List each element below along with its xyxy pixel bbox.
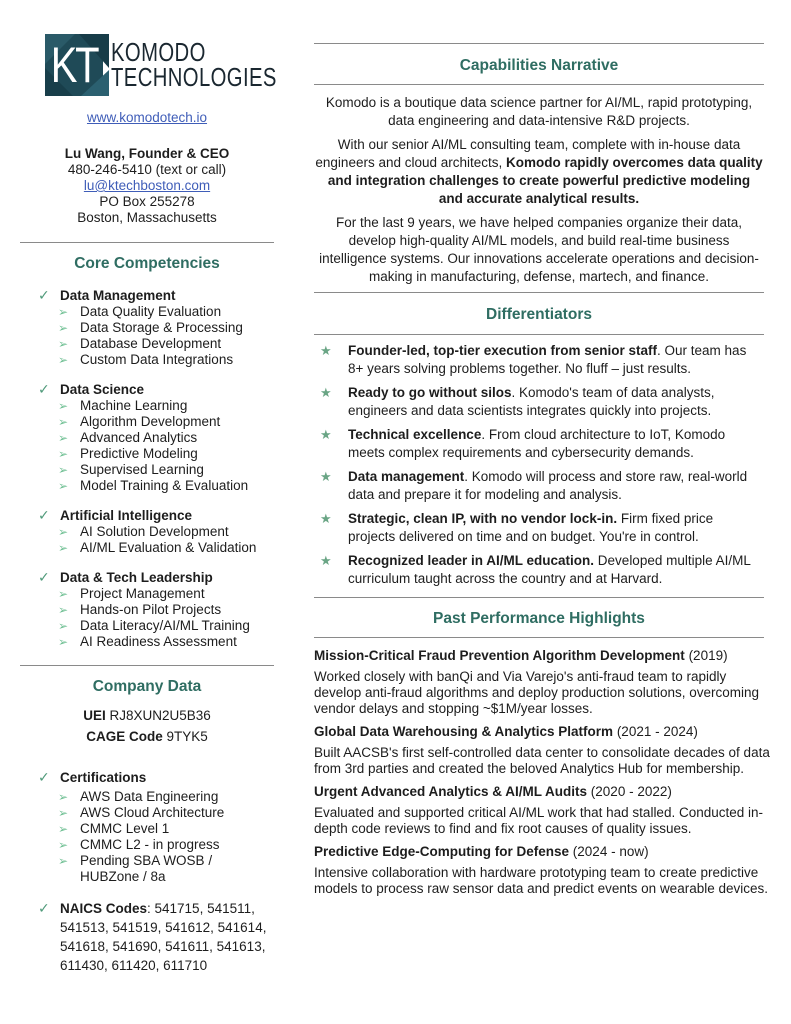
differentiator-bold: Recognized leader in AI/ML education. <box>348 553 595 568</box>
competency-item: Database Development <box>80 336 222 351</box>
core-competencies-title: Core Competencies <box>74 255 220 272</box>
differentiator-bold: Ready to go without silos <box>348 385 512 400</box>
competency-item: Hands-on Pilot Projects <box>80 602 222 617</box>
check-icon: ✓ <box>38 507 50 523</box>
arrow-right-icon: ➢ <box>58 321 69 335</box>
arrow-right-icon: ➢ <box>58 399 69 413</box>
naics-codes <box>20 899 274 975</box>
contact-email-link[interactable]: lu@ktechboston.com <box>83 178 211 193</box>
capabilities-paragraph <box>314 136 764 208</box>
differentiator-item <box>314 342 764 378</box>
contact-po-box: PO Box 255278 <box>99 194 195 209</box>
performance-item-title: Global Data Warehousing & Analytics Platform <box>314 724 614 739</box>
competency-item: AI Solution Development <box>80 524 229 539</box>
performance-item-body: Built AACSB's first self-controlled data center to consolidate decades of data from 3rd parties and created the beloved Analytics Hub for membership. <box>314 745 770 776</box>
check-icon: ✓ <box>38 287 50 303</box>
left-column <box>20 34 277 975</box>
competency-item: Data Literacy/AI/ML Training <box>80 618 250 633</box>
competency-item: Model Training & Evaluation <box>80 478 249 493</box>
competency-group <box>20 507 274 556</box>
uei-label: UEI <box>83 708 106 723</box>
differentiator-text: Firm fixed price projects delivered on time and on budget. You're in control. <box>348 511 714 544</box>
website-link[interactable]: www.komodotech.io <box>86 110 208 125</box>
competency-item: Project Management <box>80 586 205 601</box>
arrow-right-icon: ➢ <box>58 541 69 555</box>
arrow-right-icon: ➢ <box>58 619 69 633</box>
differentiator-text: . From cloud architecture to IoT, Komodo meets complex requirements and cybersecurity demands. <box>348 427 726 460</box>
arrow-right-icon: ➢ <box>58 447 69 461</box>
arrow-right-icon: ➢ <box>58 415 69 429</box>
arrow-right-icon: ➢ <box>58 463 69 477</box>
check-icon: ✓ <box>38 381 50 397</box>
competency-item: Machine Learning <box>80 398 188 413</box>
differentiator-bold: Technical excellence <box>348 427 482 442</box>
naics-line: : 541715, 541511, <box>147 901 255 916</box>
divider <box>314 597 764 598</box>
divider <box>314 637 764 638</box>
arrow-right-icon: ➢ <box>58 790 69 804</box>
right-column <box>314 43 770 903</box>
company-logo <box>45 34 277 96</box>
cert-item: Pending SBA WOSB / <box>80 853 213 868</box>
arrow-right-icon: ➢ <box>58 337 69 351</box>
uei-line <box>20 708 274 723</box>
contact-phone: 480-246-5410 (text or call) <box>67 162 227 177</box>
performance-item-years: (2019) <box>684 648 728 663</box>
competency-item: Advanced Analytics <box>80 430 198 445</box>
arrow-right-icon: ➢ <box>58 305 69 319</box>
arrow-right-icon: ➢ <box>58 822 69 836</box>
arrow-right-icon: ➢ <box>58 525 69 539</box>
cert-item: HUBZone / 8a <box>80 869 166 884</box>
competency-item: AI/ML Evaluation & Validation <box>80 540 257 555</box>
competency-group <box>20 287 274 368</box>
cert-item: AWS Data Engineering <box>80 789 219 804</box>
cert-item: AWS Cloud Architecture <box>80 805 225 820</box>
cage-label: CAGE Code <box>86 729 163 744</box>
performance-item-body: Evaluated and supported critical AI/ML work that had stalled. Conducted in-depth code reviews to find and fix root causes of quality issues. <box>314 805 764 836</box>
star-icon: ★ <box>320 343 332 358</box>
arrow-right-icon: ➢ <box>58 635 69 649</box>
differentiator-item <box>314 426 764 462</box>
differentiator-item <box>314 552 764 588</box>
competency-group <box>20 569 274 650</box>
certifications-label: Certifications <box>60 770 147 785</box>
performance-item-title: Predictive Edge-Computing for Defense <box>314 844 570 859</box>
naics-line: 541618, 541690, 541611, 541613, <box>60 939 266 954</box>
competency-item: Data Quality Evaluation <box>80 304 222 319</box>
competency-group <box>20 381 274 494</box>
divider <box>314 292 764 293</box>
capabilities-text: With our senior AI/ML consulting team, complete with in-house data engineers and cloud architects, <box>315 137 741 170</box>
performance-item-body: Worked closely with banQi and Via Varejo's anti-fraud team to rapidly develop anti-fraud algorithms and deploy production solutions, overcoming vendor delays and stopping ~$1M/year losses. <box>314 669 760 716</box>
competency-item: AI Readiness Assessment <box>80 634 237 649</box>
competency-item: Supervised Learning <box>80 462 204 477</box>
logo-wordmark <box>110 37 277 92</box>
differentiator-bold: Founder-led, top-tier execution from senior staff <box>348 343 658 358</box>
logo-mark-text: KT <box>50 37 98 93</box>
differentiator-text: . Our team has 8+ years solving problems together. No fluff – just results. <box>348 343 747 376</box>
performance-item <box>314 783 772 837</box>
competency-item: Algorithm Development <box>80 414 221 429</box>
differentiator-text: . Komodo will process and store raw, real-world data and prepare it for modeling and analysis. <box>348 469 748 502</box>
capabilities-paragraph: Komodo is a boutique data science partner for AI/ML, rapid prototyping, data engineering and data-intensive R&D projects. <box>325 95 753 128</box>
logo-line-2: TECHNOLOGIES <box>110 62 277 92</box>
differentiator-bold: Data management <box>348 469 465 484</box>
arrow-right-icon: ➢ <box>58 806 69 820</box>
contact-block <box>20 146 274 226</box>
performance-item-body: Intensive collaboration with hardware prototyping team to create predictive models to process raw sensor data and predict events on wearable devices. <box>314 865 768 896</box>
performance-title: Past Performance Highlights <box>433 610 645 627</box>
competency-item: Predictive Modeling <box>80 446 198 461</box>
check-icon: ✓ <box>38 900 50 916</box>
check-icon: ✓ <box>38 569 50 585</box>
logo-mark <box>45 34 103 96</box>
performance-item <box>314 723 772 777</box>
competency-category: Data Management <box>60 288 176 303</box>
divider <box>314 43 764 44</box>
contact-city: Boston, Massachusetts <box>77 210 217 225</box>
contact-name: Lu Wang, Founder & CEO <box>64 146 230 161</box>
performance-item-years: (2021 - 2024) <box>613 724 698 739</box>
arrow-right-icon: ➢ <box>58 479 69 493</box>
competency-list <box>20 287 274 650</box>
divider <box>20 665 274 666</box>
divider <box>314 334 764 335</box>
check-icon: ✓ <box>38 769 50 785</box>
certifications <box>20 769 274 885</box>
performance-item-title: Mission-Critical Fraud Prevention Algorithm Development <box>314 648 685 663</box>
logo-line-1: KOMODO <box>110 37 206 67</box>
company-data-title: Company Data <box>92 678 202 695</box>
competency-category: Data & Tech Leadership <box>60 570 213 585</box>
cage-value: 9TYK5 <box>166 729 208 744</box>
star-icon: ★ <box>320 427 332 442</box>
capabilities-title: Capabilities Narrative <box>459 57 619 74</box>
capabilities-paragraph: For the last 9 years, we have helped companies organize their data, develop high-quality AI/ML models, and build real-time business intelligence systems. Our innovations accelerate operations and decision-making in manufacturing, defense, martech, and finance. <box>319 215 759 284</box>
arrow-right-icon: ➢ <box>58 603 69 617</box>
performance-list <box>314 647 772 897</box>
star-icon: ★ <box>320 553 332 568</box>
arrow-right-icon: ➢ <box>58 854 69 868</box>
performance-item <box>314 843 772 897</box>
divider <box>20 242 274 243</box>
competency-category: Artificial Intelligence <box>60 508 193 523</box>
uei-value: RJ8XUN2U5B36 <box>109 708 211 723</box>
naics-line: 541513, 541519, 541612, 541614, <box>60 920 267 935</box>
differentiators-title: Differentiators <box>486 306 592 323</box>
arrow-right-icon: ➢ <box>58 838 69 852</box>
star-icon: ★ <box>320 469 332 484</box>
competency-item: Data Storage & Processing <box>80 320 243 335</box>
performance-item-years: (2020 - 2022) <box>587 784 672 799</box>
divider <box>314 84 764 85</box>
arrow-right-icon: ➢ <box>58 431 69 445</box>
naics-line: 611430, 611420, 611710 <box>60 958 208 973</box>
competency-item: Custom Data Integrations <box>80 352 234 367</box>
performance-item-title: Urgent Advanced Analytics & AI/ML Audits <box>314 784 588 799</box>
performance-item <box>314 647 772 717</box>
star-icon: ★ <box>320 511 332 526</box>
capabilities-bold: Komodo rapidly overcomes data quality and integration challenges to create powerful predictive modeling and accurate analytical results. <box>327 155 763 206</box>
cage-line <box>20 729 274 744</box>
star-icon: ★ <box>320 385 332 400</box>
differentiator-text: . Komodo's team of data analysts, engineers and data scientists integrates quickly into projects. <box>348 385 715 418</box>
differentiator-bold: Strategic, clean IP, with no vendor lock-in. <box>348 511 618 526</box>
competency-category: Data Science <box>60 382 145 397</box>
differentiator-list <box>314 342 764 588</box>
naics-label: NAICS Codes <box>60 901 148 916</box>
differentiator-item <box>314 384 764 420</box>
differentiator-item <box>314 468 764 504</box>
cert-item: CMMC Level 1 <box>80 821 170 836</box>
differentiator-text: Developed multiple AI/ML curriculum taught across the country and at Harvard. <box>348 553 751 586</box>
differentiator-item <box>314 510 764 546</box>
arrow-right-icon: ➢ <box>58 353 69 367</box>
performance-item-years: (2024 - now) <box>569 844 649 859</box>
arrow-right-icon: ➢ <box>58 587 69 601</box>
cert-item: CMMC L2 - in progress <box>80 837 220 852</box>
